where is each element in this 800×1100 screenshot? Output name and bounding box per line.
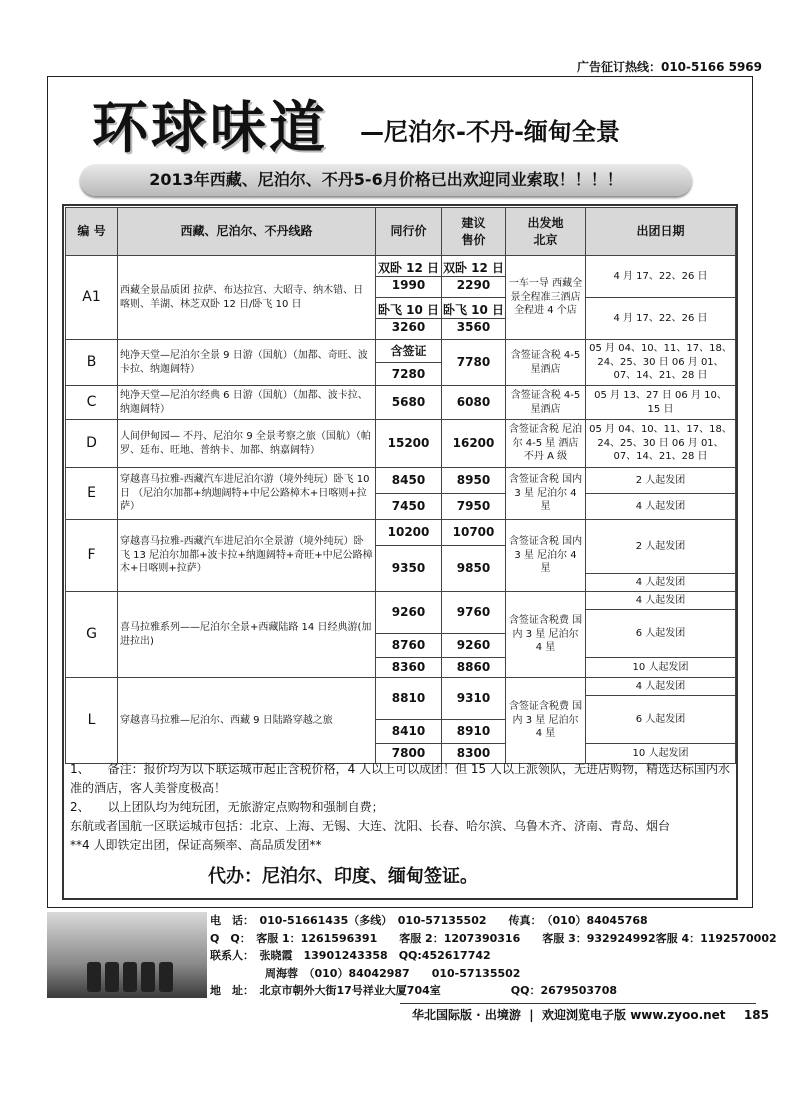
peer-price: 卧飞 10 日 3260 bbox=[376, 298, 442, 340]
peer-price: 10200 bbox=[376, 520, 442, 546]
row-hotel: 含签证含税 国内 3 星 尼泊尔 4 星 bbox=[506, 468, 586, 520]
retail-price: 10700 bbox=[442, 520, 506, 546]
price-banner: 2013年西藏、尼泊尔、不丹5-6月价格已出欢迎同业索取！！！！ bbox=[80, 164, 692, 196]
contact-address-line bbox=[210, 982, 756, 1000]
row-route: 西藏全景品质团 拉萨、布达拉宫、大昭寺、纳木错、日喀则、羊湖、林芝双卧 12 日/卧飞 10 日 bbox=[118, 256, 376, 340]
header-route: 西藏、尼泊尔、不丹线路 bbox=[118, 208, 376, 256]
row-route: 人间伊甸园— 不丹、尼泊尔 9 全景考察之旅（国航）（帕罗、廷布、旺地、普纳卡、加都、纳嘉阔特） bbox=[118, 420, 376, 468]
retail-price: 8860 bbox=[442, 658, 506, 678]
page-number: 185 bbox=[743, 1008, 769, 1022]
peer-price: 9350 bbox=[376, 546, 442, 592]
row-code: L bbox=[66, 678, 118, 764]
header-retail-price: 建议 售价 bbox=[442, 208, 506, 256]
retail-price: 8910 bbox=[442, 720, 506, 744]
peer-price: 7800 bbox=[376, 744, 442, 764]
row-hotel: 含签证含税 4-5 星酒店 bbox=[506, 340, 586, 386]
row-hotel: 含签证含税费 国内 3 星 尼泊尔 4 星 bbox=[506, 592, 586, 678]
header-departure: 出发地 北京 bbox=[506, 208, 586, 256]
table-row bbox=[66, 340, 736, 363]
contact-block bbox=[210, 912, 777, 1000]
row-hotel: 一车一导 西藏全景全程准三酒店 全程进 4 个店 bbox=[506, 256, 586, 340]
footer-line bbox=[412, 1006, 769, 1023]
row-route: 穿越喜马拉雅-西藏汽车进尼泊尔全景游（境外纯玩）卧飞 13 尼泊尔加都+波卡拉+纳迦阔特+奇旺+中尼公路樟木+日喀则+拉萨） bbox=[118, 520, 376, 592]
prayer-wheels-photo bbox=[47, 912, 207, 998]
contact-phone: 电 话： 010-51661435（多线） 010-57135502 传真： （010）84045768 bbox=[210, 914, 648, 927]
retail-price: 8300 bbox=[442, 744, 506, 764]
row-route: 穿越喜马拉雅—尼泊尔、西藏 9 日陆路穿越之旅 bbox=[118, 678, 376, 764]
row-dates: 05 月 04、10、11、17、18、24、25、30 日 06 月 01、07、14、21、28 日 bbox=[586, 420, 736, 468]
footer-rule bbox=[400, 1003, 756, 1004]
peer-price: 8410 bbox=[376, 720, 442, 744]
brand-title: 环球味道 bbox=[92, 95, 328, 161]
row-hotel: 含签证含税 4-5 星酒店 bbox=[506, 386, 586, 420]
row-code: D bbox=[66, 420, 118, 468]
row-dates: 2 人起发团 bbox=[586, 520, 736, 574]
table-row bbox=[66, 592, 736, 610]
contact-person-2: 周海蓉 （010）84042987 010-57135502 bbox=[210, 966, 521, 980]
retail-price: 7950 bbox=[442, 494, 506, 520]
row-dates: 6 人起发团 bbox=[586, 610, 736, 658]
retail-price: 9760 bbox=[442, 592, 506, 634]
peer-price: 双卧 12 日 1990 bbox=[376, 256, 442, 298]
retail-price: 9260 bbox=[442, 634, 506, 658]
table-row bbox=[66, 678, 736, 696]
contact-qq: Q Q： 客服 1：1261596391 客服 2：1207390316 客服 3：932924992客服 4：1192570002 bbox=[210, 931, 777, 945]
row-route: 纯净天堂—尼泊尔经典 6 日游（国航）（加都、波卡拉、纳迦阔特） bbox=[118, 386, 376, 420]
table-row bbox=[66, 256, 736, 298]
peer-price: 5680 bbox=[376, 386, 442, 420]
peer-price: 7450 bbox=[376, 494, 442, 520]
note-2: 2、 以上团队均为纯玩团，无旅游定点购物和强制自费； bbox=[70, 800, 384, 814]
row-dates: 4 人起发团 bbox=[586, 678, 736, 696]
row-dates: 4 人起发团 bbox=[586, 494, 736, 520]
peer-price: 8810 bbox=[376, 678, 442, 720]
row-hotel: 含签证含税 国内 3 星 尼泊尔 4 星 bbox=[506, 520, 586, 592]
row-dates: 05 月 04、10、11、17、18、24、25、30 日 06 月 01、07、14、21、28 日 bbox=[586, 340, 736, 386]
contact-address: 地 址： 北京市朝外大街17号祥业大厦704室 bbox=[210, 984, 441, 997]
row-code: F bbox=[66, 520, 118, 592]
notes bbox=[70, 760, 734, 855]
row-code: A1 bbox=[66, 256, 118, 340]
table-header-row bbox=[66, 208, 736, 256]
row-hotel: 含签证含税 尼泊尔 4-5 星 酒店不丹 A 级 bbox=[506, 420, 586, 468]
peer-price: 含签证 bbox=[376, 340, 442, 363]
table-row bbox=[66, 520, 736, 546]
row-route: 喜马拉雅系列——尼泊尔全景+西藏陆路 14 日经典游(加进拉出) bbox=[118, 592, 376, 678]
table-row bbox=[66, 386, 736, 420]
retail-price: 16200 bbox=[442, 420, 506, 468]
promo-link[interactable]: 欢迎浏览电子版 www.zyoo.net bbox=[542, 1008, 726, 1022]
contact-person-1: 联系人： 张晓霞 13901243358 QQ:452617742 bbox=[210, 949, 491, 962]
peer-price: 8450 bbox=[376, 468, 442, 494]
contact-qq-2: QQ：2679503708 bbox=[510, 984, 618, 997]
row-code: C bbox=[66, 386, 118, 420]
retail-price: 卧飞 10 日 3560 bbox=[442, 298, 506, 340]
header-code: 编 号 bbox=[66, 208, 118, 256]
retail-price: 双卧 12 日 2290 bbox=[442, 256, 506, 298]
row-dates: 05 月 13、27 日 06 月 10、15 日 bbox=[586, 386, 736, 420]
retail-price: 9850 bbox=[442, 546, 506, 592]
row-code: E bbox=[66, 468, 118, 520]
footer-divider: | bbox=[525, 1008, 538, 1022]
row-dates: 2 人起发团 bbox=[586, 468, 736, 494]
row-dates: 4 月 17、22、26 日 bbox=[586, 298, 736, 340]
row-route: 穿越喜马拉雅-西藏汽车进尼泊尔游（境外纯玩）卧飞 10 日 （尼泊尔加都+纳迦阔特+中尼公路樟木+日喀则+拉萨） bbox=[118, 468, 376, 520]
retail-price: 7780 bbox=[442, 340, 506, 386]
peer-price: 9260 bbox=[376, 592, 442, 634]
peer-price: 8360 bbox=[376, 658, 442, 678]
row-route: 纯净天堂—尼泊尔全景 9 日游（国航）（加都、奇旺、波卡拉、纳迦阔特） bbox=[118, 340, 376, 386]
row-dates: 6 人起发团 bbox=[586, 696, 736, 744]
row-dates: 10 人起发团 bbox=[586, 744, 736, 764]
visa-service: 代办：尼泊尔、印度、缅甸签证。 bbox=[208, 866, 478, 887]
row-dates: 4 月 17、22、26 日 bbox=[586, 256, 736, 298]
row-dates: 4 人起发团 bbox=[586, 574, 736, 592]
peer-price: 8760 bbox=[376, 634, 442, 658]
row-dates: 4 人起发团 bbox=[586, 592, 736, 610]
brand-subtitle: —尼泊尔-不丹-缅甸全景 bbox=[360, 118, 620, 146]
header-peer-price: 同行价 bbox=[376, 208, 442, 256]
peer-price: 15200 bbox=[376, 420, 442, 468]
retail-price: 6080 bbox=[442, 386, 506, 420]
note-4: **4 人即铁定出团，保证高频率、高品质发团** bbox=[70, 838, 322, 852]
route-table bbox=[65, 207, 736, 764]
header-dates: 出团日期 bbox=[586, 208, 736, 256]
row-dates: 10 人起发团 bbox=[586, 658, 736, 678]
table-row bbox=[66, 468, 736, 494]
row-hotel: 含签证含税费 国内 3 星 尼泊尔 4 星 bbox=[506, 678, 586, 764]
table-row bbox=[66, 420, 736, 468]
row-code: B bbox=[66, 340, 118, 386]
retail-price: 8950 bbox=[442, 468, 506, 494]
note-1: 1、 备注：报价均为以下联运城市起止含税价格，4 人以上可以成团！但 15 人以上派领队，无进店购物，精选达标国内水准的酒店，客人美誉度极高！ bbox=[70, 762, 730, 795]
note-3: 东航或者国航一区联运城市包括：北京、上海、无锡、大连、沈阳、长春、哈尔滨、乌鲁木齐、济南、青岛、烟台 bbox=[70, 819, 671, 833]
retail-price: 9310 bbox=[442, 678, 506, 720]
publication-name: 华北国际版 · 出境游 bbox=[412, 1008, 521, 1022]
row-code: G bbox=[66, 592, 118, 678]
peer-price: 7280 bbox=[376, 363, 442, 386]
ad-hotline: 广告征订热线：010-5166 5969 bbox=[576, 60, 762, 74]
